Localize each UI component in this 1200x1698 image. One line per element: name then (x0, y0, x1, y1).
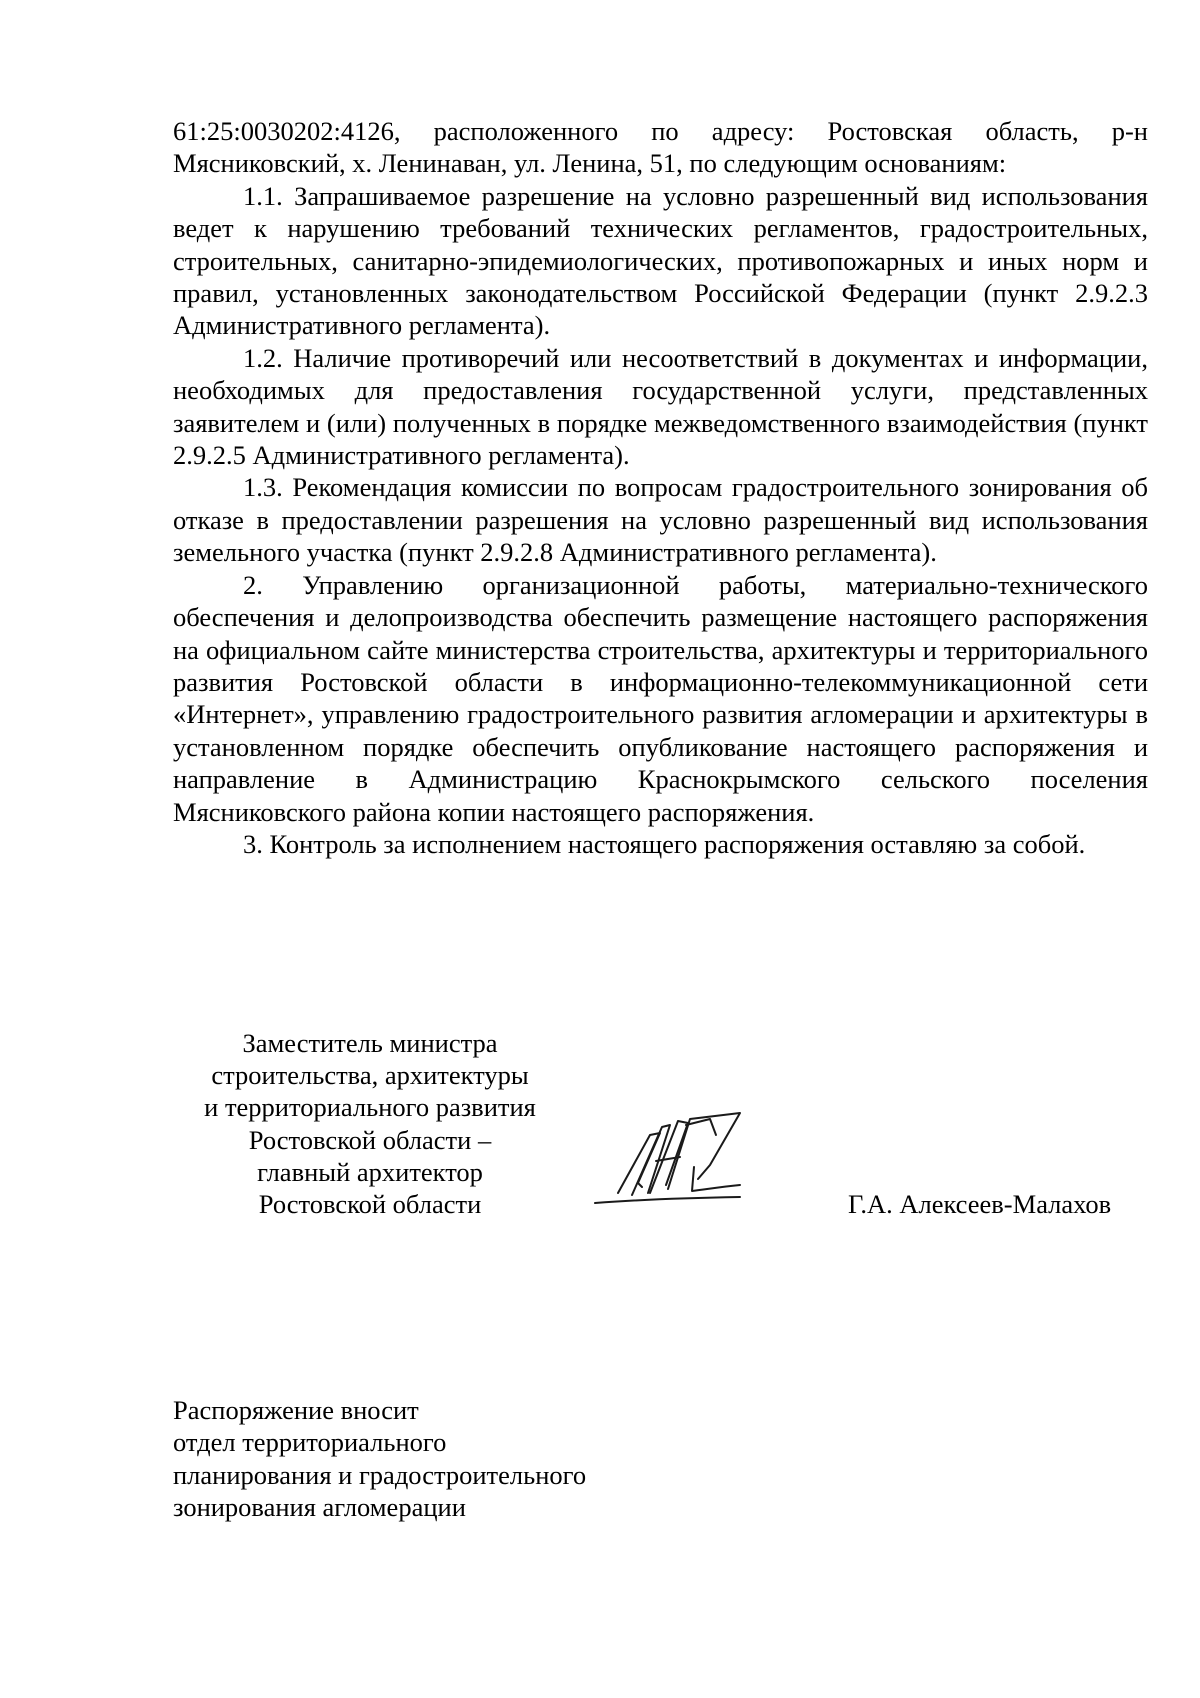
submitted-by-line: планирования и градостроительного (173, 1459, 587, 1490)
submitted-by-line: Распоряжение вносит (173, 1395, 419, 1425)
signatory-name: Г.А. Алексеев-Малахов (848, 1189, 1112, 1219)
paragraph-1-2: 1.2. Наличие противоречий или несоответствий в документах и информации, необходимых для предоставления государственной услуги, представленных заявителем и (или) полученных в порядке межведомственного взаимодействия (пункт 2.9.2.5 Административного регламента). (173, 342, 1148, 471)
signatory-position-line: и территориального развития (204, 1092, 536, 1123)
signatory-position-line: строительства, архитектуры (211, 1060, 529, 1091)
signatory-position-line: Заместитель министра (242, 1028, 498, 1058)
document-body (173, 115, 1148, 860)
submitted-by-line: отдел территориального (173, 1427, 447, 1458)
submitted-by-line: зонирования агломерации (173, 1491, 466, 1522)
paragraph-intro: 61:25:0030202:4126, расположенного по адресу: Ростовская область, р-н Мясниковский, х. Ленинаван, ул. Ленина, 51, по следующим основаниям: (173, 116, 1148, 179)
signatory-position (170, 1027, 570, 1220)
paragraph-1-3: 1.3. Рекомендация комиссии по вопросам градостроительного зонирования об отказе в предоставлении разрешения на условно разрешенный вид использования земельного участка (пункт 2.9.2.8 Административного регламента). (173, 472, 1148, 568)
submitted-by-note (173, 1394, 586, 1523)
handwritten-signature (590, 1105, 790, 1215)
paragraph-1-1: 1.1. Запрашиваемое разрешение на условно разрешенный вид использования ведет к нарушению требований технических регламентов, градостроительных, строительных, санитарно-эпидемиологических, противопожарных и иных норм и правил, установленных законодательством Российской Федерации (пункт 2.9.2.3 Административного регламента). (173, 180, 1148, 341)
signatory-position-line: Ростовской области – (248, 1124, 492, 1155)
paragraph-2: 2. Управлению организационной работы, материально-технического обеспечения и делопроизводства обеспечить размещение настоящего распоряжения на официальном сайте министерства строительства, архитектуры и территориального развития Ростовской области в информационно-телекоммуникационной сети «Интернет», управлению градостроительного развития агломерации и архитектуры в установленном порядке обеспечить опубликование настоящего распоряжения и направление в Администрацию Краснокрымского сельского поселения Мясниковского района копии настоящего распоряжения. (173, 569, 1148, 827)
signatory-position-line: главный архитектор (257, 1156, 483, 1187)
paragraph-3: 3. Контроль за исполнением настоящего распоряжения оставляю за собой. (243, 828, 1086, 859)
signatory-position-line: Ростовской области (258, 1189, 482, 1220)
